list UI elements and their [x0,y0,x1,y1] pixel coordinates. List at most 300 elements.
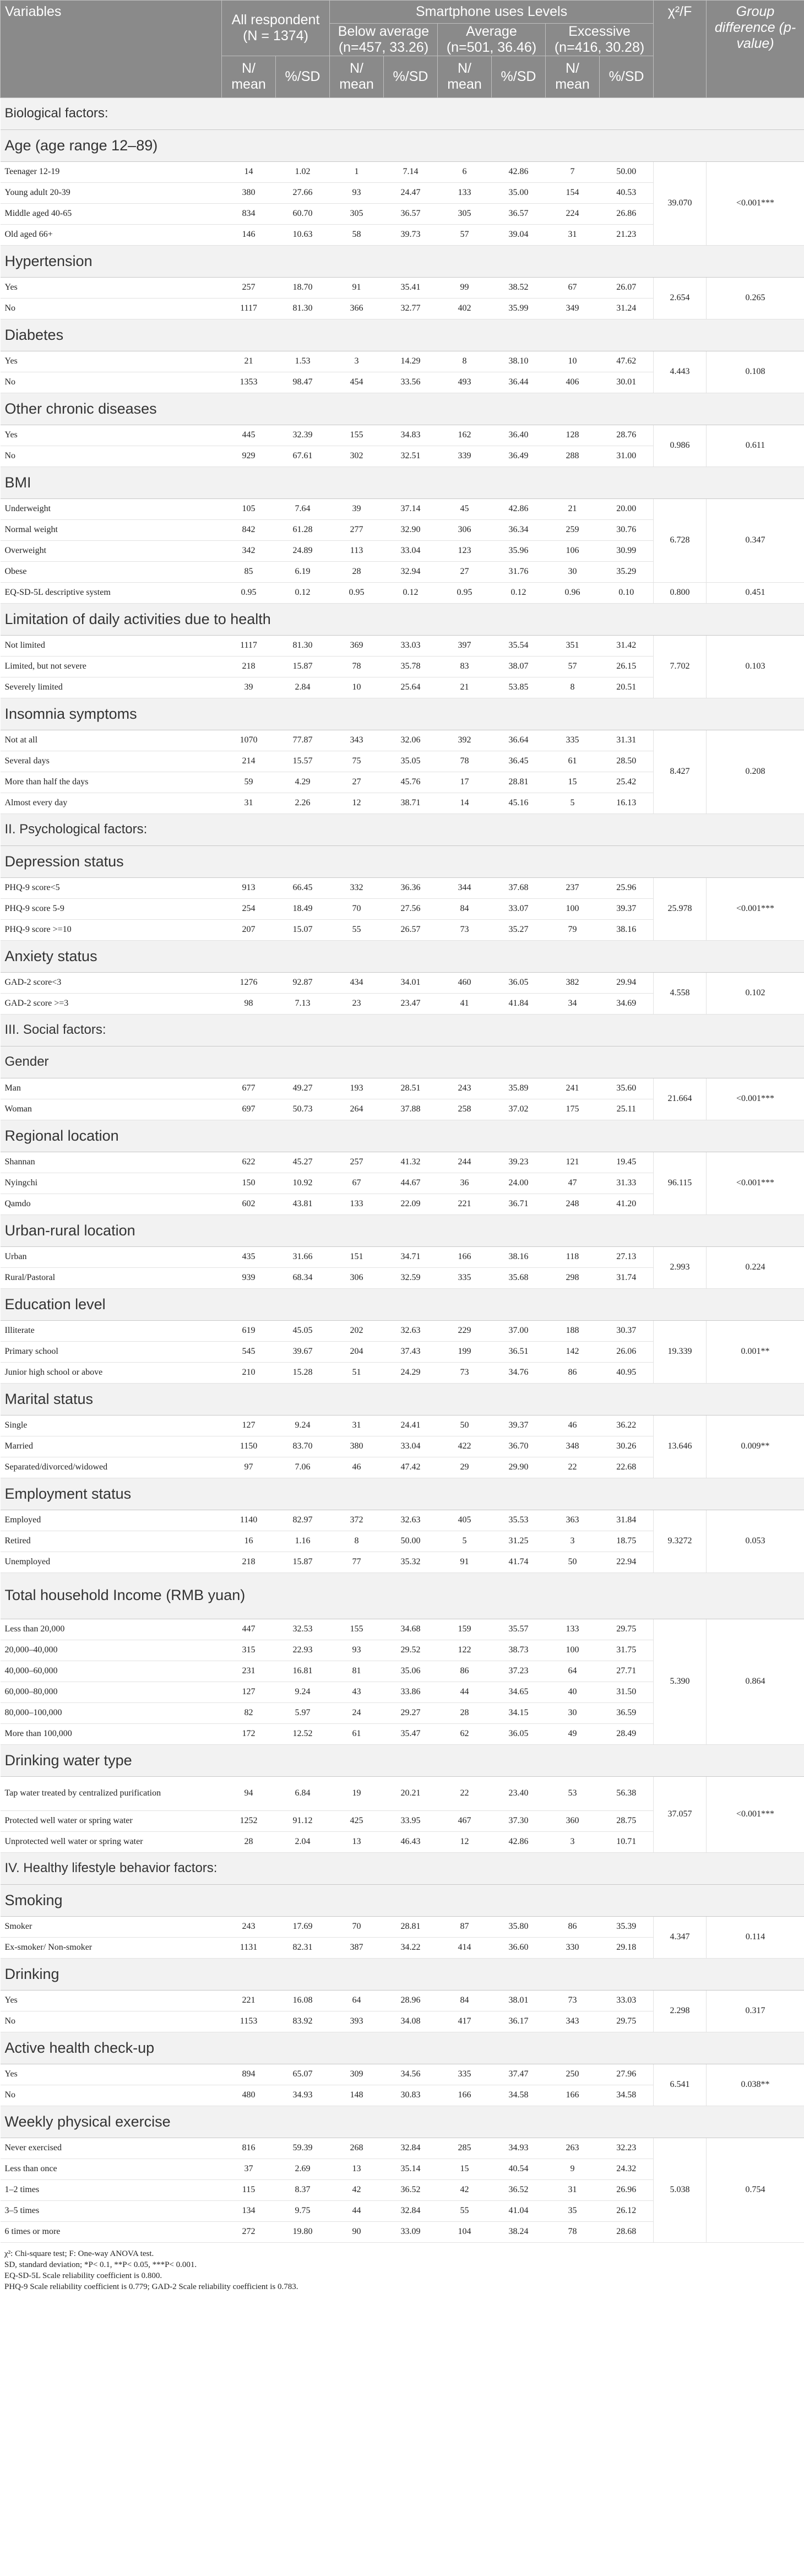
section-row [1,2106,804,2138]
cell-value: 146 [222,224,276,245]
row-label: 3–5 times [1,2200,222,2221]
chi-value: 4.443 [654,351,707,393]
cell-value: 84 [438,1990,492,2011]
section-row [1,940,804,972]
cell-value: 397 [438,635,492,656]
row-label: Illiterate [1,1320,222,1341]
cell-value: 214 [222,751,276,772]
cell-value: 36.45 [492,751,546,772]
cell-value: 18.70 [276,277,330,298]
section-stat-blank [654,1120,707,1152]
cell-value: 93 [330,182,384,203]
cell-value: 61 [330,1723,384,1744]
table-row [1,877,804,898]
cell-value: 22 [546,1457,600,1478]
cell-value: 91 [330,277,384,298]
cell-value: 35.99 [492,298,546,319]
row-label: Old aged 66+ [1,224,222,245]
cell-value: 73 [546,1990,600,2011]
row-label: Woman [1,1099,222,1120]
cell-value: 0.12 [384,582,438,603]
row-label: Normal weight [1,519,222,540]
cell-value: 92.87 [276,972,330,993]
cell-value: 332 [330,877,384,898]
row-label: Yes [1,351,222,372]
cell-value: 1.16 [276,1531,330,1552]
cell-value: 36.59 [600,1702,654,1723]
table-row [1,1320,804,1341]
cell-value: 33.04 [384,540,438,561]
table-row [1,1152,804,1173]
section-title: Regional location [1,1120,654,1152]
cell-value: 29.52 [384,1640,438,1661]
section-p-blank [707,1214,804,1246]
cell-value: 3 [546,1531,600,1552]
cell-value: 3 [546,1831,600,1852]
section-stat-blank [654,2106,707,2138]
section-stat-blank [654,814,707,845]
cell-value: 335 [438,1267,492,1288]
cell-value: 50 [546,1552,600,1572]
cell-value: 34.65 [492,1682,546,1702]
cell-value: 272 [222,2221,276,2242]
cell-value: 78 [438,751,492,772]
cell-value: 309 [330,2064,384,2085]
cell-value: 369 [330,635,384,656]
section-row [1,1046,804,1078]
cell-value: 31.74 [600,1267,654,1288]
row-label: No [1,372,222,393]
cell-value: 33.03 [600,1990,654,2011]
section-p-blank [707,2032,804,2064]
section-stat-blank [654,1214,707,1246]
cell-value: 1.02 [276,161,330,182]
cell-value: 34.69 [600,993,654,1014]
chi-value: 8.427 [654,730,707,814]
cell-value: 45.16 [492,793,546,814]
chi-value: 21.664 [654,1078,707,1120]
section-p-blank [707,97,804,129]
cell-value: 23.40 [492,1776,546,1810]
cell-value: 33.86 [384,1682,438,1702]
section-row [1,845,804,877]
cell-value: 20.51 [600,677,654,698]
row-label: Underweight [1,498,222,519]
cell-value: 16.13 [600,793,654,814]
chi-value: 6.541 [654,2064,707,2106]
cell-value: 121 [546,1152,600,1173]
cell-value: 32.39 [276,425,330,446]
section-p-blank [707,1288,804,1320]
cell-value: 134 [222,2200,276,2221]
cell-value: 8.37 [276,2179,330,2200]
cell-value: 122 [438,1640,492,1661]
section-title: IV. Healthy lifestyle behavior factors: [1,1852,654,1884]
section-stat-blank [654,1478,707,1510]
cell-value: 31.50 [600,1682,654,1702]
cell-value: 264 [330,1099,384,1120]
cell-value: 25.42 [600,772,654,793]
section-title: Weekly physical exercise [1,2106,654,2138]
cell-value: 305 [330,203,384,224]
section-stat-blank [654,698,707,730]
chi-value: 19.339 [654,1320,707,1383]
chi-value: 2.993 [654,1246,707,1288]
cell-value: 33.95 [384,1810,438,1831]
cell-value: 330 [546,1937,600,1958]
chi-value: 9.3272 [654,1510,707,1572]
cell-value: 38.01 [492,1990,546,2011]
header-all-respondent: All respondent (N = 1374) [222,1,330,56]
cell-value: 306 [330,1267,384,1288]
cell-value: 29.94 [600,972,654,993]
cell-value: 392 [438,730,492,751]
header-pct-sd: %/SD [384,56,438,97]
cell-value: 210 [222,1362,276,1383]
cell-value: 277 [330,519,384,540]
cell-value: 27 [330,772,384,793]
cell-value: 28.76 [600,425,654,446]
cell-value: 41 [438,993,492,1014]
p-value: 0.265 [707,277,804,319]
cell-value: 14 [222,161,276,182]
cell-value: 460 [438,972,492,993]
cell-value: 83.70 [276,1436,330,1457]
cell-value: 816 [222,2138,276,2159]
cell-value: 21 [438,677,492,698]
cell-value: 30.26 [600,1436,654,1457]
cell-value: 1131 [222,1937,276,1958]
cell-value: 10 [546,351,600,372]
cell-value: 26.07 [600,277,654,298]
cell-value: 128 [546,425,600,446]
cell-value: 10 [330,677,384,698]
cell-value: 81.30 [276,298,330,319]
section-row [1,1958,804,1990]
cell-value: 21.23 [600,224,654,245]
section-row [1,129,804,161]
cell-value: 37 [222,2159,276,2179]
cell-value: 31 [330,1415,384,1436]
cell-value: 118 [546,1246,600,1267]
cell-value: 115 [222,2179,276,2200]
cell-value: 29.18 [600,1937,654,1958]
cell-value: 32.63 [384,1320,438,1341]
cell-value: 2.84 [276,677,330,698]
cell-value: 25.11 [600,1099,654,1120]
cell-value: 34.56 [384,2064,438,2085]
p-value: 0.317 [707,1990,804,2032]
cell-value: 26.06 [600,1341,654,1362]
cell-value: 73 [438,919,492,940]
cell-value: 619 [222,1320,276,1341]
row-label: Separated/divorced/widowed [1,1457,222,1478]
header-group-difference: Group difference (p-value) [707,1,804,98]
section-stat-blank [654,393,707,425]
row-label: 1–2 times [1,2179,222,2200]
cell-value: 36.40 [492,425,546,446]
cell-value: 348 [546,1436,600,1457]
cell-value: 894 [222,2064,276,2085]
cell-value: 56.38 [600,1776,654,1810]
cell-value: 23.47 [384,993,438,1014]
cell-value: 38.52 [492,277,546,298]
section-row [1,1014,804,1046]
cell-value: 42.86 [492,498,546,519]
cell-value: 1276 [222,972,276,993]
row-label: Obese [1,561,222,582]
table-row [1,1990,804,2011]
chi-value: 4.347 [654,1916,707,1958]
cell-value: 24.32 [600,2159,654,2179]
cell-value: 35.68 [492,1267,546,1288]
cell-value: 22 [438,1776,492,1810]
cell-value: 166 [546,2085,600,2106]
cell-value: 335 [438,2064,492,2085]
cell-value: 166 [438,1246,492,1267]
cell-value: 15.28 [276,1362,330,1383]
cell-value: 39.73 [384,224,438,245]
cell-value: 37.00 [492,1320,546,1341]
cell-value: 35.89 [492,1078,546,1099]
cell-value: 31.25 [492,1531,546,1552]
cell-value: 243 [222,1916,276,1937]
section-title: Insomnia symptoms [1,698,654,730]
row-label: No [1,2011,222,2032]
cell-value: 28.68 [600,2221,654,2242]
table-row [1,1415,804,1436]
cell-value: 83 [438,656,492,677]
cell-value: 35.57 [492,1619,546,1640]
cell-value: 31.75 [600,1640,654,1661]
cell-value: 250 [546,2064,600,2085]
cell-value: 28.50 [600,751,654,772]
section-title: Marital status [1,1383,654,1415]
cell-value: 24.00 [492,1173,546,1194]
chi-value: 13.646 [654,1415,707,1478]
chi-value: 25.978 [654,877,707,940]
cell-value: 243 [438,1078,492,1099]
cell-value: 315 [222,1640,276,1661]
section-p-blank [707,245,804,277]
chi-value: 2.298 [654,1990,707,2032]
cell-value: 18.75 [600,1531,654,1552]
cell-value: 35.80 [492,1916,546,1937]
cell-value: 366 [330,298,384,319]
p-value: 0.451 [707,582,804,603]
cell-value: 98.47 [276,372,330,393]
cell-value: 5 [546,793,600,814]
cell-value: 454 [330,372,384,393]
cell-value: 24 [330,1702,384,1723]
cell-value: 39.23 [492,1152,546,1173]
row-label: 40,000–60,000 [1,1661,222,1682]
cell-value: 24.89 [276,540,330,561]
cell-value: 9.24 [276,1682,330,1702]
cell-value: 697 [222,1099,276,1120]
cell-value: 10.71 [600,1831,654,1852]
row-label: Protected well water or spring water [1,1810,222,1831]
section-p-blank [707,1852,804,1884]
cell-value: 49.27 [276,1078,330,1099]
cell-value: 34.76 [492,1362,546,1383]
cell-value: 35.00 [492,182,546,203]
section-title: Total household Income (RMB yuan) [1,1572,654,1619]
footnote-line: χ²: Chi-square test; F: One-way ANOVA test. [4,2249,154,2258]
row-label: Smoker [1,1916,222,1937]
cell-value: 414 [438,1937,492,1958]
p-value: 0.001** [707,1320,804,1383]
cell-value: 35 [546,2200,600,2221]
row-label: More than 100,000 [1,1723,222,1744]
cell-value: 37.23 [492,1661,546,1682]
cell-value: 14.29 [384,351,438,372]
cell-value: 36.05 [492,972,546,993]
cell-value: 21 [546,498,600,519]
row-label: GAD-2 score >=3 [1,993,222,1014]
cell-value: 257 [330,1152,384,1173]
cell-value: 28.75 [600,1810,654,1831]
section-title: Hypertension [1,245,654,277]
cell-value: 24.47 [384,182,438,203]
cell-value: 31 [546,2179,600,2200]
cell-value: 49 [546,1723,600,1744]
cell-value: 36.34 [492,519,546,540]
cell-value: 229 [438,1320,492,1341]
section-row [1,393,804,425]
row-label: Shannan [1,1152,222,1173]
cell-value: 32.84 [384,2138,438,2159]
section-stat-blank [654,245,707,277]
cell-value: 42.86 [492,1831,546,1852]
row-label: Severely limited [1,677,222,698]
section-title: Diabetes [1,319,654,351]
cell-value: 2.69 [276,2159,330,2179]
cell-value: 27.71 [600,1661,654,1682]
section-row [1,1852,804,1884]
cell-value: 175 [546,1099,600,1120]
cell-value: 7 [546,161,600,182]
row-label: GAD-2 score<3 [1,972,222,993]
cell-value: 16.08 [276,1990,330,2011]
cell-value: 70 [330,898,384,919]
cell-value: 33.03 [384,635,438,656]
cell-value: 480 [222,2085,276,2106]
cell-value: 35.32 [384,1552,438,1572]
p-value: 0.108 [707,351,804,393]
cell-value: 15 [546,772,600,793]
cell-value: 24.29 [384,1362,438,1383]
row-label: Qamdo [1,1194,222,1214]
cell-value: 81.30 [276,635,330,656]
section-stat-blank [654,1572,707,1619]
cell-value: 447 [222,1619,276,1640]
section-row [1,1288,804,1320]
section-row [1,1120,804,1152]
p-value: <0.001*** [707,1776,804,1852]
cell-value: 51 [330,1362,384,1383]
cell-value: 37.47 [492,2064,546,2085]
cell-value: 20.00 [600,498,654,519]
cell-value: 53.85 [492,677,546,698]
cell-value: 7.06 [276,1457,330,1478]
p-value: 0.208 [707,730,804,814]
section-p-blank [707,940,804,972]
cell-value: 37.14 [384,498,438,519]
cell-value: 1153 [222,2011,276,2032]
cell-value: 422 [438,1436,492,1457]
cell-value: 19.80 [276,2221,330,2242]
row-label: Young adult 20-39 [1,182,222,203]
cell-value: 36.49 [492,446,546,467]
cell-value: 33.56 [384,372,438,393]
cell-value: 61.28 [276,519,330,540]
section-title: Active health check-up [1,2032,654,2064]
section-row [1,1744,804,1776]
cell-value: 35.14 [384,2159,438,2179]
cell-value: 10.63 [276,224,330,245]
cell-value: 258 [438,1099,492,1120]
section-title: Education level [1,1288,654,1320]
header-n-mean: N/ mean [222,56,276,97]
section-row [1,467,804,498]
cell-value: 61 [546,751,600,772]
cell-value: 36.70 [492,1436,546,1457]
cell-value: 2.26 [276,793,330,814]
cell-value: 22.94 [600,1552,654,1572]
cell-value: 24.41 [384,1415,438,1436]
cell-value: 35.41 [384,277,438,298]
cell-value: 30.37 [600,1320,654,1341]
section-p-blank [707,393,804,425]
cell-value: 37.43 [384,1341,438,1362]
cell-value: 237 [546,877,600,898]
section-title: Gender [1,1046,654,1078]
chi-value: 37.057 [654,1776,707,1852]
cell-value: 34.71 [384,1246,438,1267]
cell-value: 36.05 [492,1723,546,1744]
row-label: Rural/Pastoral [1,1267,222,1288]
cell-value: 31 [546,224,600,245]
cell-value: 32.06 [384,730,438,751]
cell-value: 27.96 [600,2064,654,2085]
cell-value: 85 [222,561,276,582]
p-value: <0.001*** [707,877,804,940]
cell-value: 35.96 [492,540,546,561]
cell-value: 39.67 [276,1341,330,1362]
cell-value: 93 [330,1640,384,1661]
cell-value: 27.66 [276,182,330,203]
cell-value: 218 [222,1552,276,1572]
cell-value: 28 [222,1831,276,1852]
cell-value: 493 [438,372,492,393]
cell-value: 60.70 [276,203,330,224]
cell-value: 44.67 [384,1173,438,1194]
cell-value: 31.84 [600,1510,654,1531]
cell-value: 842 [222,519,276,540]
table-header [1,1,804,98]
cell-value: 34.58 [492,2085,546,2106]
cell-value: 38.16 [492,1246,546,1267]
row-label: Almost every day [1,793,222,814]
cell-value: 30.83 [384,2085,438,2106]
p-value: 0.053 [707,1510,804,1572]
row-label: Unemployed [1,1552,222,1572]
cell-value: 36.57 [492,203,546,224]
cell-value: 36.17 [492,2011,546,2032]
cell-value: 36 [438,1173,492,1194]
cell-value: 154 [546,182,600,203]
